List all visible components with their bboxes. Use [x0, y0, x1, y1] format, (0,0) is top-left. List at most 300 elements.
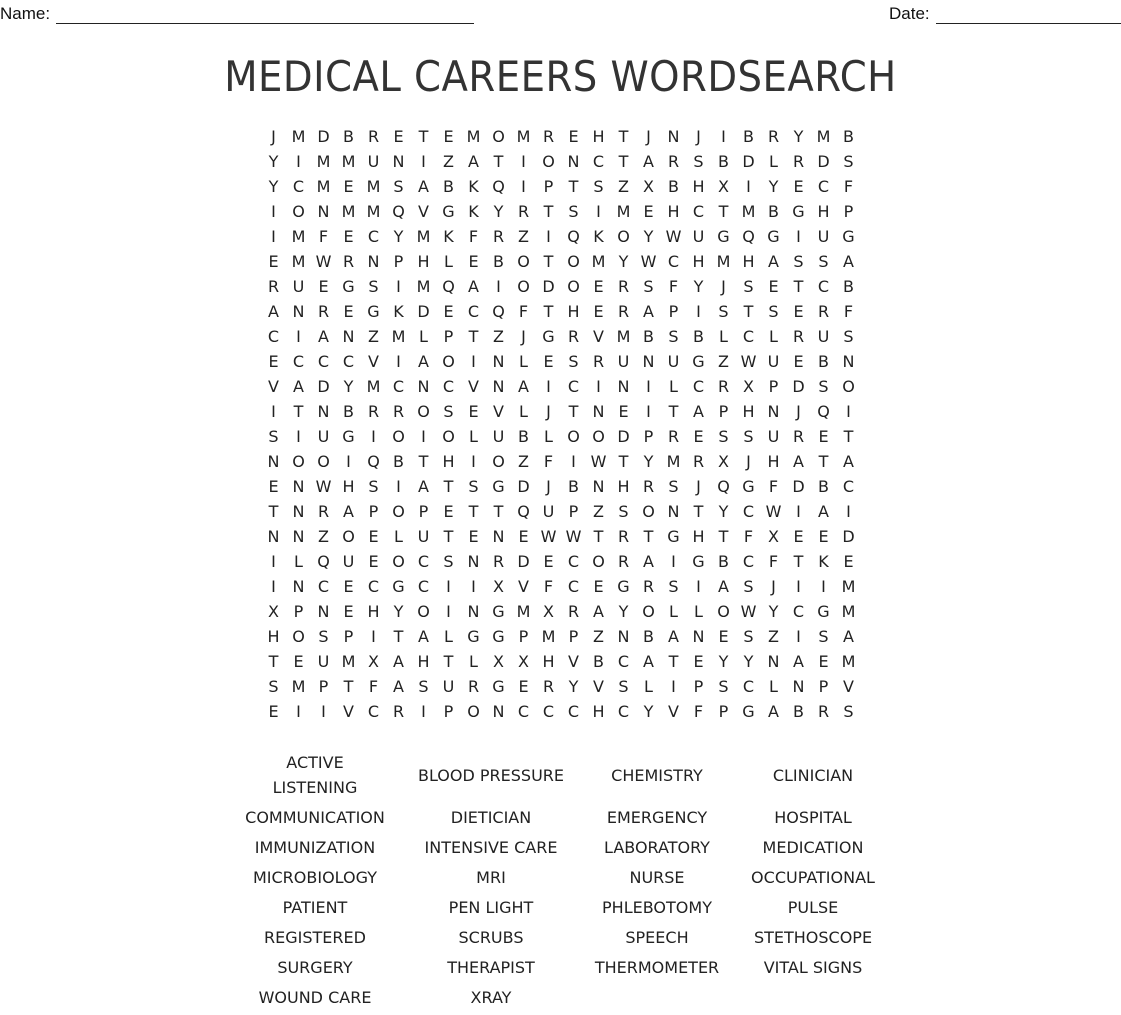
grid-letter: L	[544, 427, 553, 446]
grid-letter: R	[467, 677, 480, 696]
grid-letter: Y	[718, 652, 729, 671]
grid-letter: C	[367, 702, 380, 721]
grid-letter: P	[843, 202, 854, 221]
grid-letter: M	[391, 327, 406, 346]
grid-letter: C	[392, 377, 405, 396]
grid-letter: A	[318, 327, 329, 346]
grid-letter: C	[817, 277, 830, 296]
grid-letter: T	[343, 677, 354, 696]
grid-letter: E	[268, 477, 279, 496]
grid-letter: C	[792, 602, 805, 621]
grid-letter: S	[743, 427, 754, 446]
grid-letter: Y	[643, 452, 654, 471]
grid-letter: P	[543, 177, 554, 196]
grid-letter: R	[642, 477, 655, 496]
grid-letter: C	[567, 552, 580, 571]
grid-letter: M	[316, 152, 331, 171]
grid-letter: Z	[318, 527, 329, 546]
grid-letter: S	[843, 152, 854, 171]
grid-letter: S	[818, 377, 829, 396]
grid-letter: T	[718, 527, 729, 546]
grid-letter: S	[443, 552, 454, 571]
grid-letter: K	[393, 302, 404, 321]
date-label: Date:	[889, 4, 930, 23]
date-blank-line	[936, 6, 1121, 24]
grid-letter: E	[718, 627, 729, 646]
grid-letter: R	[692, 452, 705, 471]
grid-letter: E	[268, 702, 279, 721]
grid-letter: O	[642, 502, 655, 521]
grid-letter: F	[543, 577, 554, 596]
grid-letter: X	[268, 602, 279, 621]
grid-letter: U	[542, 502, 555, 521]
grid-row	[261, 224, 861, 249]
grid-row	[261, 199, 861, 224]
grid-letter: I	[296, 427, 301, 446]
grid-letter: U	[317, 652, 330, 671]
grid-letter: P	[643, 427, 654, 446]
grid-letter: J	[696, 477, 701, 496]
grid-letter: V	[568, 652, 579, 671]
word-list-item	[584, 924, 730, 950]
grid-letter: I	[521, 152, 526, 171]
grid-letter: E	[793, 352, 804, 371]
grid-letter: B	[793, 702, 804, 721]
grid-letter: S	[443, 402, 454, 421]
grid-letter: B	[443, 177, 454, 196]
grid-letter: T	[543, 302, 554, 321]
grid-letter: N	[642, 352, 655, 371]
grid-letter: T	[618, 127, 629, 146]
grid-letter: I	[271, 227, 276, 246]
grid-letter: U	[767, 427, 780, 446]
grid-letter: T	[668, 402, 679, 421]
grid-letter: T	[493, 152, 504, 171]
grid-letter: L	[469, 652, 478, 671]
grid-letter: E	[468, 252, 479, 271]
word-list-item	[398, 834, 584, 860]
grid-letter: O	[567, 277, 580, 296]
grid-letter: C	[742, 502, 755, 521]
grid-letter: G	[367, 302, 380, 321]
grid-letter: C	[692, 202, 705, 221]
grid-letter: E	[818, 427, 829, 446]
grid-letter: C	[342, 352, 355, 371]
grid-letter: T	[268, 502, 279, 521]
grid-letter: S	[593, 177, 604, 196]
grid-letter: Y	[643, 702, 654, 721]
grid-letter: T	[618, 152, 629, 171]
grid-letter: O	[417, 602, 430, 621]
grid-letter: S	[818, 252, 829, 271]
grid-letter: E	[443, 502, 454, 521]
grid-letter: P	[393, 252, 404, 271]
word-label: SURGERY	[277, 957, 353, 977]
grid-letter: C	[667, 252, 680, 271]
grid-letter: S	[268, 677, 279, 696]
grid-row	[261, 149, 861, 174]
grid-letter: J	[696, 127, 701, 146]
grid-letter: D	[317, 127, 330, 146]
grid-letter: P	[518, 627, 529, 646]
grid-letter: Q	[492, 177, 505, 196]
grid-letter: T	[418, 127, 429, 146]
grid-letter: D	[542, 277, 555, 296]
word-list-item	[398, 804, 584, 830]
grid-row	[261, 299, 861, 324]
grid-letter: E	[793, 302, 804, 321]
grid-letter: Y	[493, 202, 504, 221]
word-label: REGISTERED	[264, 927, 366, 947]
grid-letter: T	[468, 327, 479, 346]
grid-letter: V	[468, 377, 479, 396]
word-label: EMERGENCY	[606, 807, 708, 827]
grid-letter: O	[842, 377, 855, 396]
grid-letter: A	[518, 377, 529, 396]
grid-letter: N	[492, 352, 505, 371]
grid-letter: I	[671, 677, 676, 696]
grid-letter: I	[546, 377, 551, 396]
grid-letter: O	[592, 427, 605, 446]
grid-letter: E	[368, 527, 379, 546]
grid-letter: R	[817, 302, 830, 321]
grid-letter: N	[617, 627, 630, 646]
grid-letter: L	[719, 327, 728, 346]
grid-letter: W	[665, 227, 682, 246]
grid-letter: S	[643, 277, 654, 296]
grid-letter: F	[768, 552, 779, 571]
grid-letter: H	[767, 452, 780, 471]
grid-letter: L	[769, 327, 778, 346]
grid-row	[261, 324, 861, 349]
grid-letter: E	[443, 302, 454, 321]
grid-letter: E	[468, 527, 479, 546]
grid-letter: C	[317, 577, 330, 596]
grid-letter: M	[341, 152, 356, 171]
grid-letter: X	[643, 177, 654, 196]
grid-letter: I	[346, 452, 351, 471]
grid-letter: T	[543, 202, 554, 221]
grid-letter: I	[496, 277, 501, 296]
word-list-item	[584, 804, 730, 830]
grid-letter: G	[467, 627, 480, 646]
grid-letter: G	[842, 227, 855, 246]
grid-letter: X	[368, 652, 379, 671]
grid-letter: A	[393, 677, 404, 696]
grid-letter: I	[396, 477, 401, 496]
grid-row	[261, 274, 861, 299]
grid-letter: I	[271, 402, 276, 421]
grid-letter: B	[768, 202, 779, 221]
grid-letter: K	[468, 202, 479, 221]
grid-letter: G	[442, 202, 455, 221]
word-list-item	[730, 804, 896, 830]
grid-letter: S	[743, 627, 754, 646]
grid-letter: S	[668, 327, 679, 346]
grid-letter: V	[343, 702, 354, 721]
grid-letter: E	[593, 577, 604, 596]
grid-letter: E	[343, 227, 354, 246]
grid-letter: M	[291, 127, 306, 146]
grid-letter: I	[371, 627, 376, 646]
grid-letter: H	[267, 627, 280, 646]
grid-letter: G	[617, 577, 630, 596]
word-label: STETHOSCOPE	[753, 927, 873, 947]
grid-letter: M	[591, 252, 606, 271]
grid-letter: F	[318, 227, 329, 246]
grid-letter: L	[394, 527, 403, 546]
grid-letter: C	[617, 702, 630, 721]
grid-row	[261, 674, 861, 699]
grid-letter: N	[767, 402, 780, 421]
word-label: LABORATORY	[604, 837, 710, 857]
grid-letter: O	[392, 427, 405, 446]
grid-row	[261, 399, 861, 424]
grid-letter: C	[367, 577, 380, 596]
grid-letter: I	[421, 152, 426, 171]
grid-letter: I	[321, 702, 326, 721]
grid-letter: S	[618, 502, 629, 521]
grid-letter: M	[416, 227, 431, 246]
grid-letter: H	[442, 452, 455, 471]
grid-letter: N	[842, 352, 855, 371]
grid-letter: A	[293, 377, 304, 396]
grid-letter: F	[743, 527, 754, 546]
grid-letter: A	[768, 702, 779, 721]
grid-letter: R	[567, 602, 580, 621]
grid-letter: E	[593, 302, 604, 321]
grid-letter: I	[596, 377, 601, 396]
grid-letter: P	[343, 627, 354, 646]
grid-letter: A	[418, 477, 429, 496]
grid-letter: O	[442, 352, 455, 371]
grid-letter: H	[617, 477, 630, 496]
grid-letter: A	[643, 152, 654, 171]
grid-letter: I	[796, 627, 801, 646]
grid-letter: E	[268, 252, 279, 271]
grid-letter: A	[843, 452, 854, 471]
grid-letter: C	[442, 377, 455, 396]
grid-letter: X	[493, 652, 504, 671]
grid-letter: T	[443, 652, 454, 671]
grid-letter: A	[593, 602, 604, 621]
grid-letter: C	[417, 577, 430, 596]
grid-letter: H	[542, 652, 555, 671]
grid-letter: A	[768, 252, 779, 271]
grid-letter: C	[692, 377, 705, 396]
grid-letter: J	[521, 327, 526, 346]
grid-letter: O	[567, 252, 580, 271]
grid-letter: G	[492, 477, 505, 496]
grid-letter: L	[769, 152, 778, 171]
grid-letter: W	[740, 602, 757, 621]
grid-letter: C	[567, 577, 580, 596]
word-label: THERMOMETER	[594, 957, 720, 977]
grid-letter: I	[471, 452, 476, 471]
grid-letter: B	[818, 477, 829, 496]
word-label: HOSPITAL	[774, 807, 852, 827]
grid-letter: G	[817, 602, 830, 621]
grid-letter: H	[417, 652, 430, 671]
grid-letter: R	[267, 277, 280, 296]
word-list-item	[232, 804, 398, 830]
word-list-item	[730, 894, 896, 920]
grid-letter: E	[318, 277, 329, 296]
word-label: PATIENT	[282, 897, 348, 917]
word-label: MEDICATION	[762, 837, 864, 857]
grid-letter: Q	[392, 202, 405, 221]
grid-letter: F	[843, 302, 854, 321]
grid-letter: N	[567, 152, 580, 171]
grid-letter: O	[642, 602, 655, 621]
grid-letter: R	[367, 402, 380, 421]
word-list-item	[584, 864, 730, 890]
grid-letter: G	[492, 677, 505, 696]
grid-letter: S	[368, 477, 379, 496]
grid-letter: M	[666, 452, 681, 471]
grid-letter: R	[617, 277, 630, 296]
word-label: PEN LIGHT	[448, 897, 534, 917]
grid-row	[261, 599, 861, 624]
grid-letter: R	[492, 227, 505, 246]
grid-letter: D	[517, 552, 530, 571]
grid-letter: P	[568, 627, 579, 646]
word-label: PULSE	[787, 897, 839, 917]
grid-letter: R	[492, 552, 505, 571]
grid-letter: B	[593, 652, 604, 671]
grid-letter: X	[743, 377, 754, 396]
grid-letter: F	[843, 177, 854, 196]
grid-letter: R	[767, 127, 780, 146]
grid-letter: M	[366, 202, 381, 221]
grid-letter: A	[418, 177, 429, 196]
grid-letter: A	[418, 627, 429, 646]
grid-letter: W	[315, 252, 332, 271]
grid-letter: T	[543, 252, 554, 271]
grid-letter: A	[718, 577, 729, 596]
grid-letter: B	[818, 352, 829, 371]
grid-letter: U	[442, 677, 455, 696]
grid-letter: G	[542, 327, 555, 346]
grid-letter: I	[471, 352, 476, 371]
grid-letter: Q	[817, 402, 830, 421]
grid-letter: A	[818, 502, 829, 521]
grid-letter: U	[417, 527, 430, 546]
grid-letter: N	[667, 502, 680, 521]
grid-letter: N	[792, 677, 805, 696]
grid-letter: Y	[343, 377, 354, 396]
grid-letter: M	[366, 177, 381, 196]
grid-letter: C	[417, 552, 430, 571]
grid-letter: U	[817, 327, 830, 346]
grid-letter: Z	[518, 227, 529, 246]
word-label: PHLEBOTOMY	[602, 897, 712, 917]
grid-letter: T	[818, 452, 829, 471]
word-label: SPEECH	[625, 927, 689, 947]
grid-letter: G	[717, 227, 730, 246]
grid-letter: E	[768, 277, 779, 296]
grid-letter: N	[592, 402, 605, 421]
grid-letter: B	[518, 427, 529, 446]
word-list-item	[398, 750, 584, 800]
grid-row	[261, 699, 861, 724]
grid-letter: Z	[443, 152, 454, 171]
word-list-item	[398, 924, 584, 950]
grid-letter: Y	[643, 227, 654, 246]
grid-letter: P	[443, 327, 454, 346]
grid-letter: N	[417, 377, 430, 396]
word-list-item	[232, 924, 398, 950]
grid-letter: S	[268, 427, 279, 446]
grid-letter: A	[693, 402, 704, 421]
grid-row	[261, 524, 861, 549]
grid-letter: I	[471, 577, 476, 596]
grid-letter: Y	[718, 502, 729, 521]
grid-letter: N	[617, 377, 630, 396]
grid-letter: G	[742, 702, 755, 721]
grid-letter: N	[267, 452, 280, 471]
grid-letter: A	[468, 277, 479, 296]
grid-letter: O	[392, 502, 405, 521]
grid-letter: S	[368, 277, 379, 296]
grid-letter: I	[271, 202, 276, 221]
grid-letter: J	[271, 127, 276, 146]
grid-letter: D	[617, 427, 630, 446]
grid-row	[261, 424, 861, 449]
grid-letter: E	[643, 202, 654, 221]
grid-letter: R	[317, 502, 330, 521]
grid-letter: R	[367, 127, 380, 146]
grid-letter: T	[793, 552, 804, 571]
grid-letter: M	[516, 602, 531, 621]
grid-letter: U	[342, 552, 355, 571]
grid-letter: J	[546, 402, 551, 421]
grid-letter: I	[371, 427, 376, 446]
grid-letter: Y	[568, 677, 579, 696]
grid-letter: U	[767, 352, 780, 371]
grid-letter: I	[521, 177, 526, 196]
grid-letter: F	[368, 677, 379, 696]
grid-letter: I	[821, 577, 826, 596]
grid-letter: S	[843, 702, 854, 721]
grid-letter: B	[493, 252, 504, 271]
grid-row	[261, 449, 861, 474]
grid-letter: S	[768, 302, 779, 321]
grid-letter: Y	[268, 177, 279, 196]
grid-letter: W	[565, 527, 582, 546]
grid-letter: M	[291, 677, 306, 696]
grid-letter: V	[418, 202, 429, 221]
grid-letter: S	[693, 152, 704, 171]
grid-letter: S	[668, 477, 679, 496]
grid-letter: C	[367, 227, 380, 246]
word-label: INTENSIVE CARE	[424, 837, 558, 857]
word-label: CHEMISTRY	[611, 765, 703, 785]
grid-letter: O	[717, 602, 730, 621]
grid-letter: P	[818, 677, 829, 696]
grid-letter: Z	[718, 352, 729, 371]
grid-letter: I	[646, 377, 651, 396]
grid-letter: L	[444, 252, 453, 271]
grid-letter: M	[341, 652, 356, 671]
grid-letter: X	[518, 652, 529, 671]
grid-row	[261, 174, 861, 199]
grid-letter: I	[296, 152, 301, 171]
grid-letter: E	[268, 352, 279, 371]
grid-letter: I	[846, 402, 851, 421]
grid-letter: A	[468, 152, 479, 171]
grid-letter: Y	[393, 602, 404, 621]
